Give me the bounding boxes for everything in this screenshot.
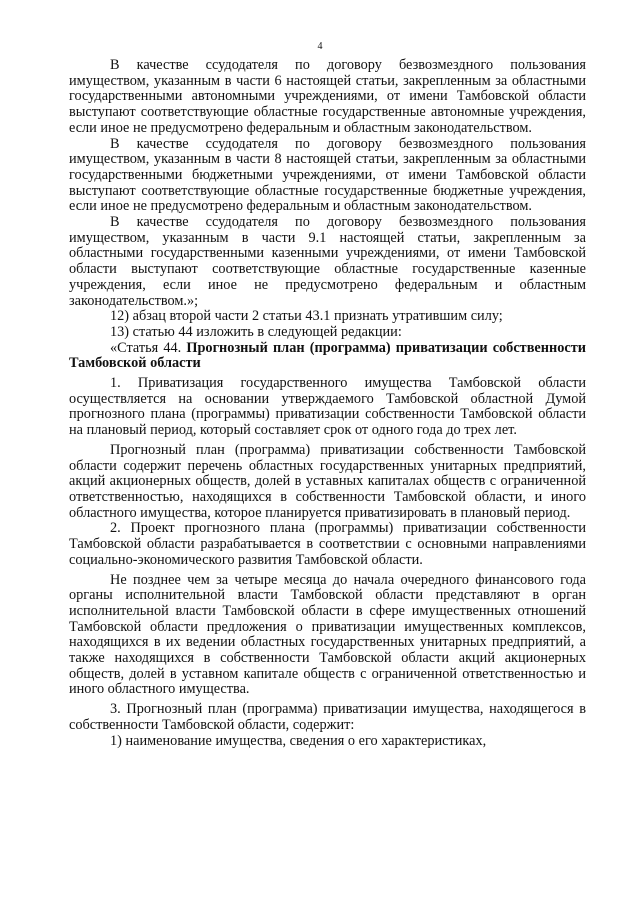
article-44-part-1-plan-content: Прогнозный план (программа) приватизации собственности Тамбовской области содержит перечень областных государственных унитарных предприятий, акций акционерных обществ, долей в уставных капиталах обществ с ограниченной ответственностью, находящихся в собственности Тамбовской области, и иного областного имущества, которое планируется приватизировать в плановый период. <box>69 441 586 521</box>
article-44-part-3: 3. Прогнозный план (программа) приватизации имущества, находящегося в собственности Тамбовской области, содержит: <box>69 701 586 733</box>
article-44-title: Прогнозный план (программа) приватизации собственности Тамбовской области <box>69 339 586 372</box>
article-44-part-1: 1. Приватизация государственного имущества Тамбовской области осуществляется на основании утверждаемого Тамбовской областной Думой прогнозного плана (программы) приватизации собственности Тамбовской области на плановый период, который составляет срок от одного года до трех лет. <box>69 375 586 439</box>
article-44-heading <box>69 341 586 372</box>
article-44-part-2: 2. Проект прогнозного плана (программы) приватизации собственности Тамбовской области разрабатывается в соответствии с основными направлениями социально-экономического развития Тамбовской области. <box>69 520 586 568</box>
document-body <box>69 58 586 749</box>
amendment-item-12: 12) абзац второй части 2 статьи 43.1 признать утратившим силу; <box>110 308 503 325</box>
article-44-prefix: «Статья 44. <box>110 339 187 356</box>
amendment-item-13: 13) статью 44 изложить в следующей редакции: <box>110 323 402 340</box>
paragraph-lender-state-owned: В качестве ссудодателя по договору безвозмездного пользования имуществом, указанным в части 9.1 настоящей статьи, закрепленным за областными государственными казенными учреждениями, от имени Тамбовской области выступают соответствующие областные государственные казенные учреждения, если иное не предусмотрено федеральным и областным законодательством.»; <box>69 214 586 309</box>
paragraph-lender-autonomous: В качестве ссудодателя по договору безвозмездного пользования имуществом, указанным в части 6 настоящей статьи, закрепленным за областными государственными автономными учреждениями, от имени Тамбовской области выступают соответствующие областные государственные автономные учреждения, если иное не предусмотрено федеральным и областным законодательством. <box>69 57 586 136</box>
article-44-part-2-proposals: Не позднее чем за четыре месяца до начала очередного финансового года органы исполнительной власти Тамбовской области представляют в орган исполнительной власти Тамбовской области в сфере имущественных отношений Тамбовской области предложения о приватизации имущественных комплексов, находящихся в их ведении областных государственных унитарных предприятий, а также находящихся в собственности Тамбовской области акций акционерных обществ, долей в уставном капитале обществ с ограниченной ответственностью и иного областного имущества. <box>69 571 586 698</box>
paragraph-lender-budget: В качестве ссудодателя по договору безвозмездного пользования имуществом, указанным в части 8 настоящей статьи, закрепленным за областными государственными бюджетными учреждениями, от имени Тамбовской области выступают соответствующие областные государственные бюджетные учреждения, если иное не предусмотрено федеральным и областным законодательством. <box>69 135 586 215</box>
article-44-part-3-item-1: 1) наименование имущества, сведения о его характеристиках, <box>110 732 487 749</box>
page-number: 4 <box>317 41 323 52</box>
